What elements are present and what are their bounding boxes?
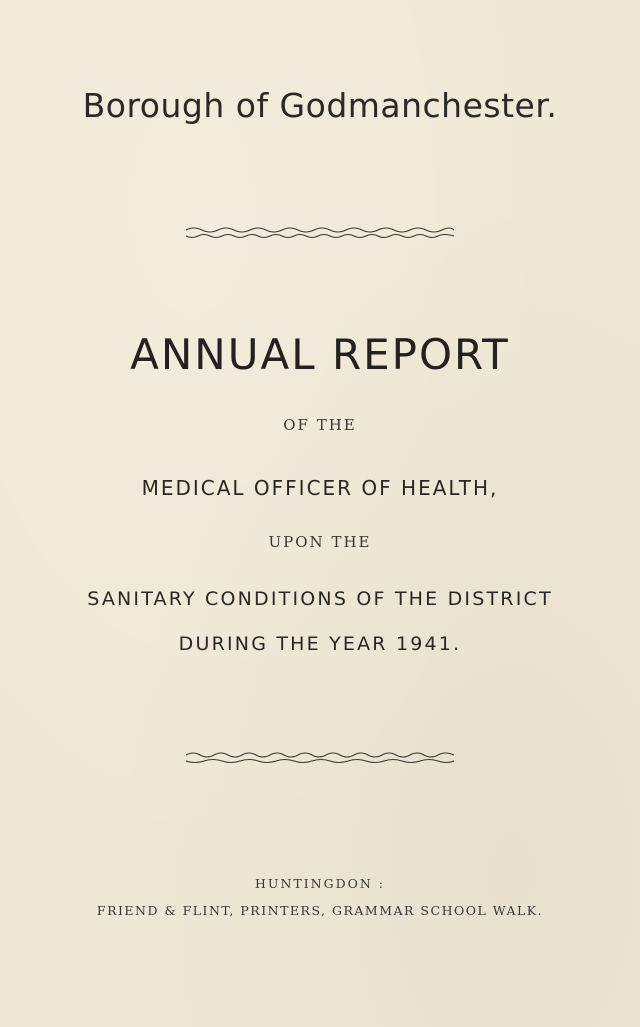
ornamental-rule-bottom — [186, 750, 454, 766]
year-line: DURING THE YEAR 1941. — [178, 633, 462, 655]
officer-line: MEDICAL OFFICER OF HEALTH, — [141, 476, 499, 500]
of-the-line: OF THE — [283, 416, 357, 434]
borough-heading: Borough of Godmanchester. — [82, 86, 558, 125]
sanitary-conditions-line: SANITARY CONDITIONS OF THE DISTRICT — [87, 588, 553, 610]
imprint-place: HUNTINGDON : — [255, 876, 385, 891]
report-title: ANNUAL REPORT — [130, 330, 510, 379]
wavy-rule-bottom-graphic — [186, 750, 454, 766]
upon-the-line: UPON THE — [268, 533, 372, 551]
imprint-printer: FRIEND & FLINT, PRINTERS, GRAMMAR SCHOOL WALK. — [96, 903, 544, 918]
ornamental-rule-top — [186, 225, 454, 241]
wavy-rule-top-graphic — [186, 225, 454, 241]
